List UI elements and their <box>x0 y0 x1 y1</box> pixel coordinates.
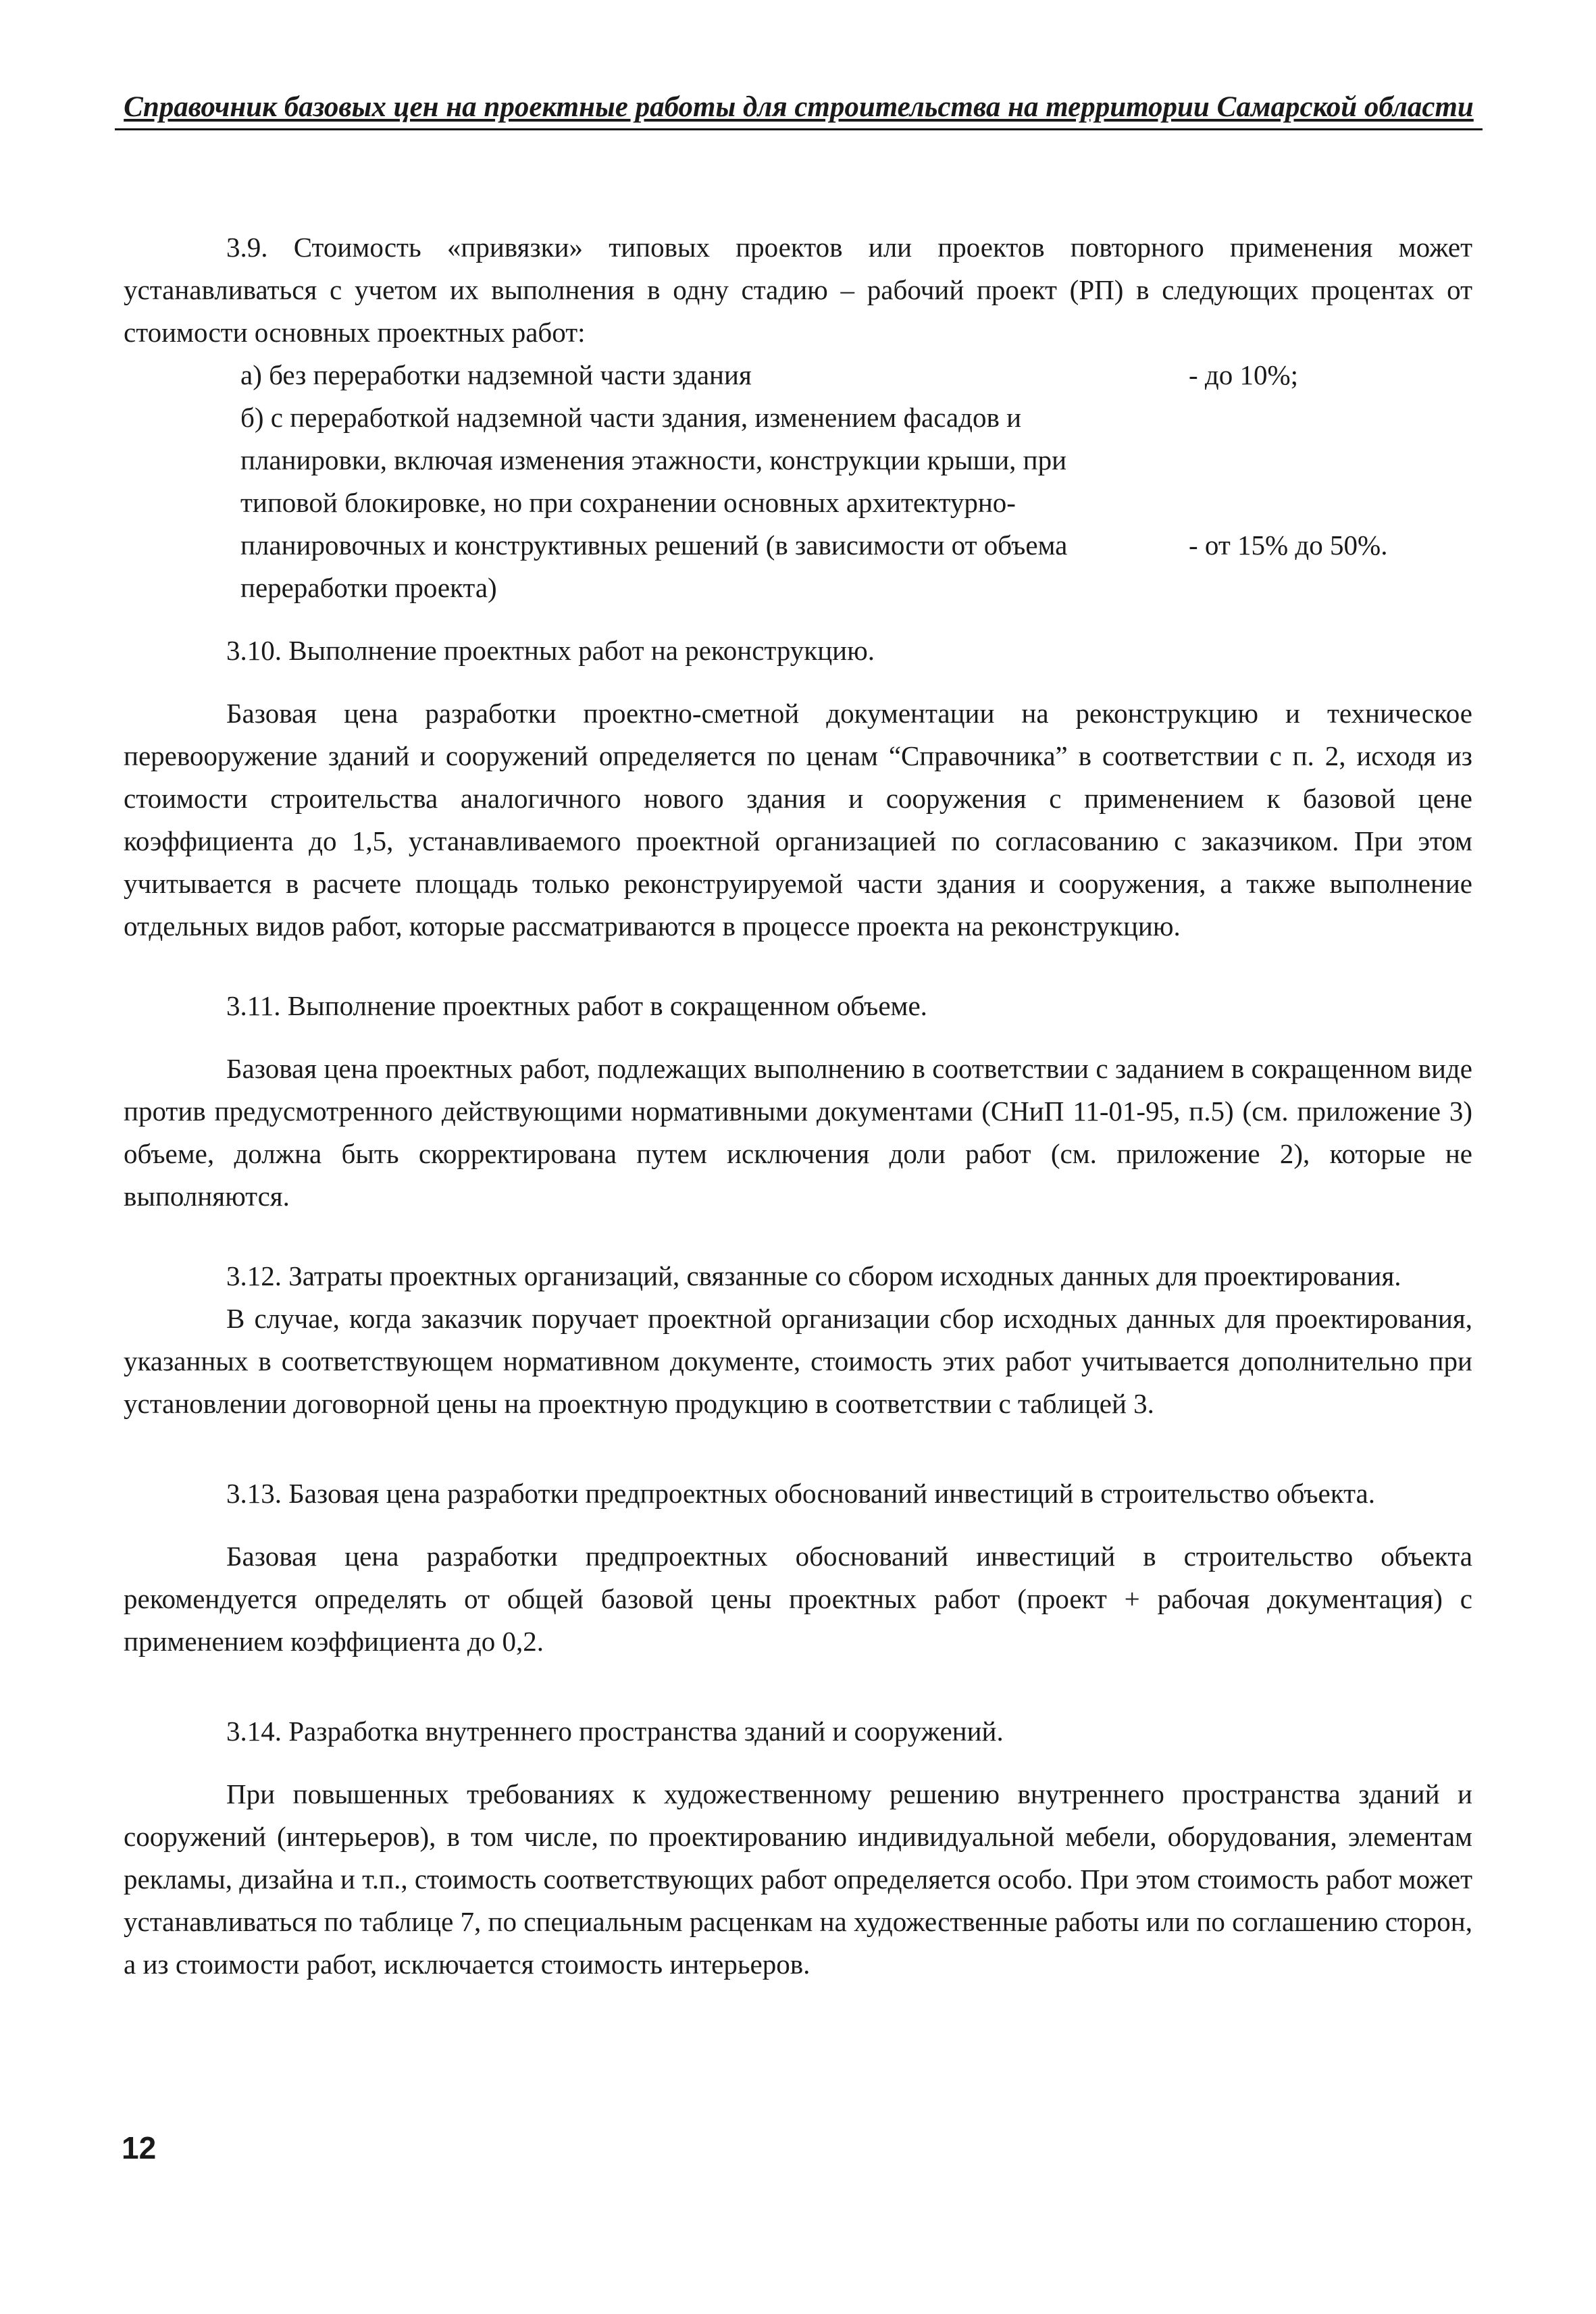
section-3-13-body: Базовая цена разработки предпроектных обоснований инвестиций в строительство объекта рекомендуется определять от общей базовой цены проектных работ (проект + рабочая документация) с применением коэффициента до 0,2. <box>124 1541 1472 1657</box>
section-3-9-list <box>240 354 1472 609</box>
page-content <box>124 226 1472 1986</box>
section-3-11-heading: 3.11. Выполнение проектных работ в сокращенном объеме. <box>226 990 927 1021</box>
section-3-12-heading: 3.12. Затраты проектных организаций, связанные со сбором исходных данных для проектирования. <box>226 1260 1401 1291</box>
list-item-b <box>240 396 1472 609</box>
section-3-9-intro: 3.9. Стоимость «привязки» типовых проектов или проектов повторного применения может устанавливаться с учетом их выполнения в одну стадию – рабочий проект (РП) в следующих процентах от стоимости основных проектных работ: <box>124 232 1472 348</box>
section-3-13-heading: 3.13. Базовая цена разработки предпроектных обоснований инвестиций в строительство объекта. <box>226 1478 1375 1509</box>
item-a-value: - до 10%; <box>1189 359 1299 390</box>
section-3-11-body: Базовая цена проектных работ, подлежащих выполнению в соответствии с заданием в сокращенном виде против предусмотренного действующими нормативными документами (СНиП 11-01-95, п.5) (см. приложение 3) объеме, должна быть скорректирована путем исключения доли работ (см. приложение 2), которые не выполняются. <box>124 1053 1472 1212</box>
section-3-10-body: Базовая цена разработки проектно-сметной документации на реконструкцию и техническое перевооружение зданий и сооружений определяется по ценам “Справочника” в соответствии с п. 2, исходя из стоимости строительства аналогичного нового здания и сооружения с применением к базовой цене коэффициента до 1,5, устанавливаемого проектной организацией по согласованию с заказчиком. При этом учитывается в расчете площадь только реконструируемой части здания и сооружения, а также выполнение отдельных видов работ, которые рассматриваются в процессе проекта на реконструкцию. <box>124 698 1472 942</box>
page-number: 12 <box>122 2130 157 2165</box>
item-a-text: а) без переработки надземной части здания <box>240 359 752 390</box>
running-header: Справочник базовых цен на проектные работы для строительства на территории Самарской области <box>115 86 1483 130</box>
item-b-value: - от 15% до 50%. <box>1189 530 1388 561</box>
item-b-text: б) с переработкой надземной части здания, изменением фасадов и планировки, включая изменения этажности, конструкции крыши, при типовой блокировке, но при сохранении основных архитектурно-планировочных и конструктивных решений (в зависимости от объема переработки проекта) <box>240 402 1068 603</box>
list-item-a <box>240 354 1472 396</box>
section-3-12-body: В случае, когда заказчик поручает проектной организации сбор исходных данных для проектирования, указанных в соответствующем нормативном документе, стоимость этих работ учитывается дополнительно при установлении договорной цены на проектную продукцию в соответствии с таблицей 3. <box>124 1303 1472 1419</box>
section-3-14-heading: 3.14. Разработка внутреннего пространства зданий и сооружений. <box>226 1716 1004 1747</box>
section-3-10-heading: 3.10. Выполнение проектных работ на реконструкцию. <box>226 635 875 666</box>
section-3-14-body: При повышенных требованиях к художественному решению внутреннего пространства зданий и сооружений (интерьеров), в том числе, по проектированию индивидуальной мебели, оборудования, элементам рекламы, дизайна и т.п., стоимость соответствующих работ определяется особо. При этом стоимость работ может устанавливаться по таблице 7, по специальным расценкам на художественные работы или по соглашению сторон, а из стоимости работ, исключается стоимость интерьеров. <box>124 1778 1472 1980</box>
